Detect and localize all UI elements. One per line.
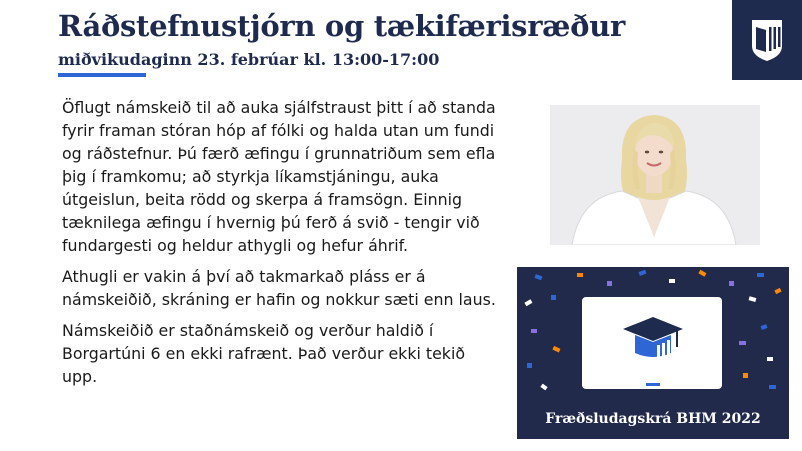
speaker-photo: [550, 105, 760, 245]
availability-paragraph: Athugli er vakin á því að takmarkað pláss er á námskeiðið, skráning er hafin og nokkur sæti enn laus.: [62, 267, 496, 309]
title-underline: [58, 73, 146, 77]
course-description: [62, 96, 502, 396]
promo-caption: Fræðsludagskrá BHM 2022: [545, 411, 761, 427]
description-paragraph: Öflugt námskeið til að auka sjálfstraust þitt í að standa fyrir framan stóran hóp af fólki og halda utan um fundi og ráðstefnur. Þú færð æfingu í grunnatriðum sem efla þig í framkomu; að styrkja líkamstjáningu, auka útgeislun, beita rödd og skerpa á framsögn. Einnig tæknilega æfingu í hvernig þú ferð á svið - tengir við fundargesti og heldur athygli og hefur áhrif.: [62, 98, 496, 255]
event-date: miðvikudaginn 23. febrúar kl. 13:00-17:00: [58, 50, 440, 69]
bhm-logo-icon: [750, 18, 784, 62]
promo-banner: [517, 267, 789, 439]
bhm-logo: [732, 0, 802, 80]
location-paragraph: Námskeiðið er staðnámskeið og verður haldið í Borgartúni 6 en ekki rafrænt. Það verður ekki tekið upp.: [62, 321, 466, 386]
page-title: Ráðstefnustjórn og tækifærisræður: [58, 9, 625, 43]
